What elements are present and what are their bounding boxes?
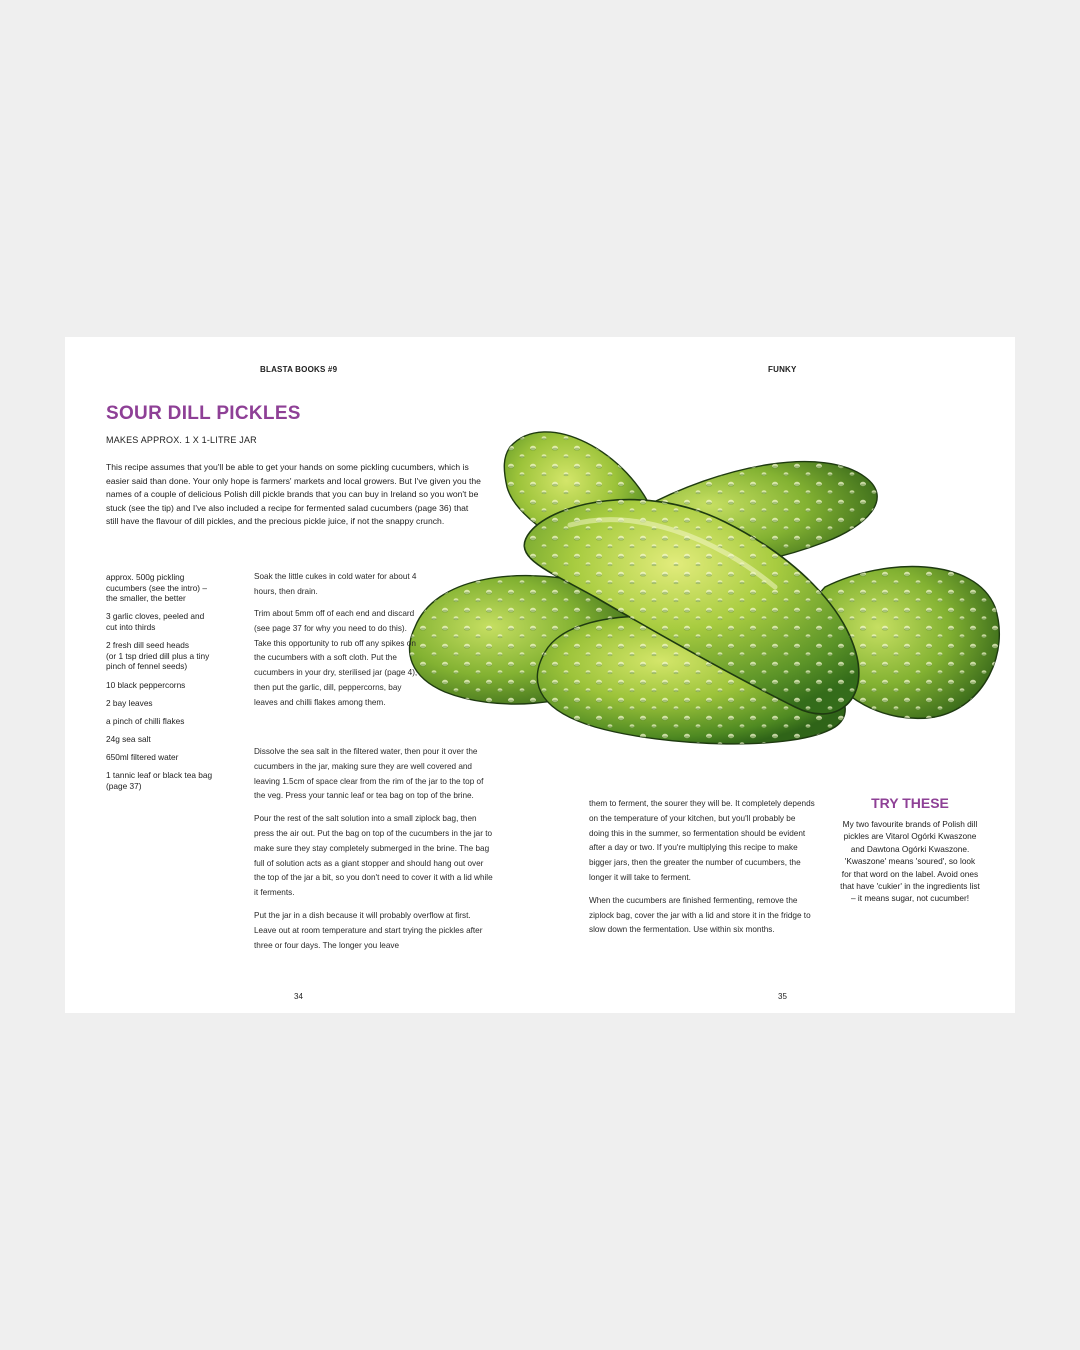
method-step-6: When the cucumbers are finished fermenting, remove the ziplock bag, cover the jar with a lid and store it in the fridge to slow down the fermentation. Use within six months. (589, 895, 811, 935)
method-step-2: Trim about 5mm off of each end and discard (see page 37 for why you need to do this). Take this opportunity to rub off any spikes on the cucumbers with a soft cloth. Put the cucumbers in your dry, sterilised jar (page 4), then put the garlic, dill, peppercorns, bay leaves and chilli flakes among them. (254, 609, 418, 707)
ingredient-item: a pinch of chilli flakes (106, 715, 185, 726)
method-right-column (589, 797, 815, 946)
ingredient-item: 650ml filtered water (106, 752, 179, 763)
page-number-left: 34 (294, 992, 303, 1001)
ingredient-item: 10 black peppercorns (106, 679, 186, 690)
recipe-title: SOUR DILL PICKLES (106, 403, 301, 424)
page-number-right: 35 (778, 992, 787, 1001)
tip-title: TRY THESE (871, 795, 949, 811)
method-step-3: Dissolve the sea salt in the filtered water, then pour it over the cucumbers in the jar, making sure they are well covered and leaving 1.5cm of space clear from the rim of the jar to the top of the veg. Press your tannic leaf or tea bag on top of the brine. (254, 747, 484, 801)
recipe-yield: MAKES APPROX. 1 X 1-LITRE JAR (106, 435, 257, 445)
ingredient-item: 2 bay leaves (106, 697, 153, 708)
ingredient-item: 3 garlic cloves, peeled and cut into thirds (106, 611, 205, 632)
pickles-illustration (395, 407, 1005, 757)
running-head-left: BLASTA BOOKS #9 (260, 365, 338, 374)
tip-text: My two favourite brands of Polish dill pickles are Vitarol Ogórki Kwaszone and Dawtona Ogórki Kwaszone. 'Kwaszone' means 'soured', so look for that word on the label. Avoid ones that have 'cukier' in the ingredients list – it means sugar, not cucumber! (840, 819, 980, 904)
method-step-1: Soak the little cukes in cold water for about 4 hours, then drain. (254, 572, 417, 596)
recipe-intro: This recipe assumes that you'll be able to get your hands on some pickling cucumbers, which is easier said than done. Your only hope is farmers' markets and local growers. But I've given you the names of a couple of delicious Polish dill pickle brands that you can buy in Ireland so you won't be stuck (see the tip) and I've also included a recipe for fermented salad cucumbers (page 36) that still have the flavour of dill pickles, and the precious pickle juice, if not the snappy crunch. (106, 462, 481, 526)
book-spread (65, 337, 1015, 1013)
ingredient-item: approx. 500g pickling cucumbers (see the intro) – the smaller, the better (106, 572, 207, 604)
method-left-column (254, 745, 494, 961)
method-step-continued: them to ferment, the sourer they will be. It completely depends on the temperature of your kitchen, but you'll probably be doing this in the summer, so fermentation should be evident after a day or two. If you're multiplying this recipe to make bigger jars, then the greater the number of cucumbers, the longer it will take to ferment. (589, 799, 815, 882)
ingredient-item: 24g sea salt (106, 734, 151, 745)
ingredient-item: 1 tannic leaf or black tea bag (page 37) (106, 770, 213, 792)
ingredient-item: 2 fresh dill seed heads (or 1 tsp dried dill plus a tiny pinch of fennel seeds) (106, 640, 210, 672)
method-step-4: Pour the rest of the salt solution into a small ziplock bag, then press the air out. Put the bag on top of the cucumbers in the jar to make sure they stay completely submerged in the brine. The bag full of solution acts as a giant stopper and should hang out over the top of the jar a bit, so you don't need to cover it with a lid while it ferments. (254, 814, 493, 898)
method-step-5: Put the jar in a dish because it will probably overflow at first. Leave out at room temperature and start trying the pickles after three or four days. The longer you leave (254, 910, 483, 950)
ingredients-list (106, 572, 234, 799)
running-head-right: FUNKY (768, 365, 797, 374)
